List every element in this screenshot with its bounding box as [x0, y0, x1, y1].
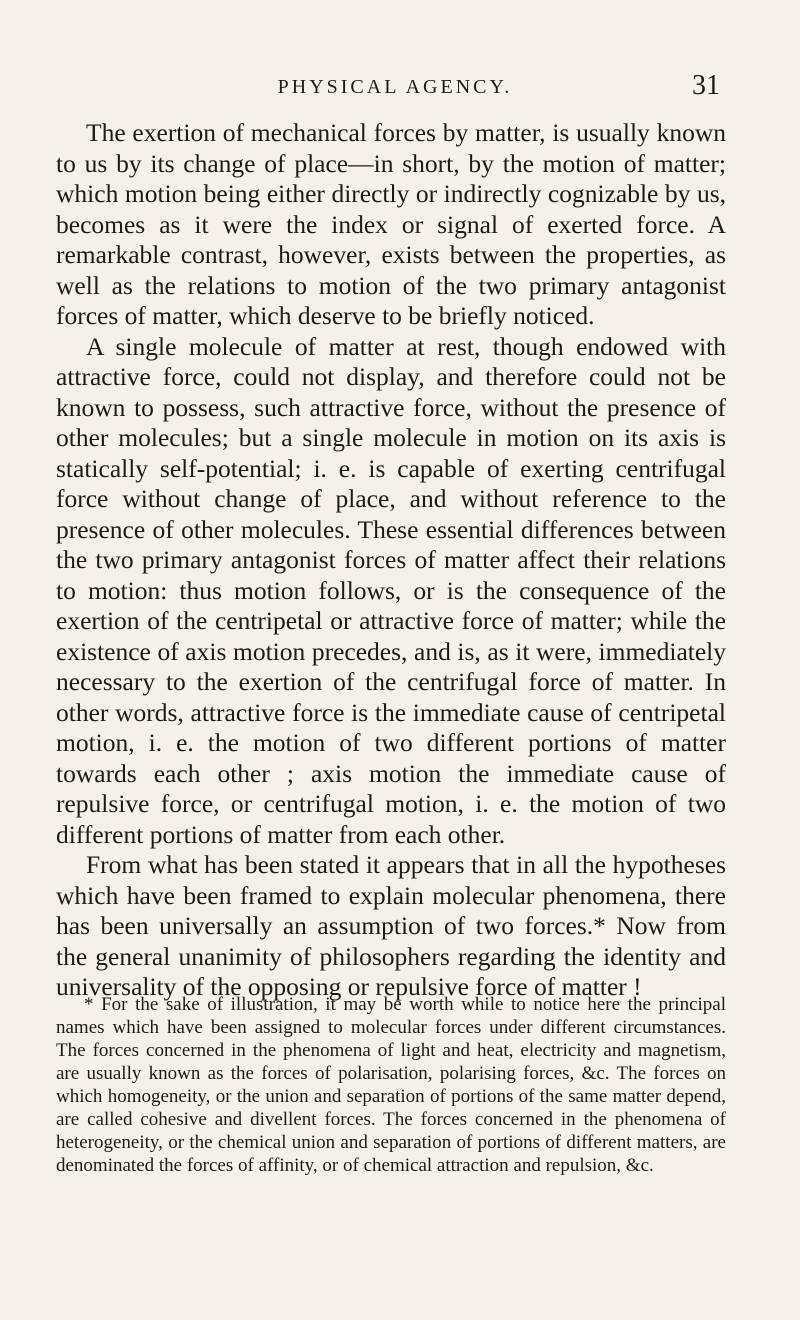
footnote-text: * For the sake of illustration, it may be worth while to notice here the principal names which have been assigned to molecular forces under different circumstances. The forces concerned in the phenomena of light and heat, electricity and magnetism, are usually known as the forces of polarisation, polarising forces, &c. The forces on which homogeneity, or the union and separation of portions of the same matter depend, are called cohesive and divellent forces. The forces concerned in the phenomena of heterogeneity, or the chemical union and separation of portions of different matters, are denominated the forces of affinity, or of chemical attraction and repulsion, &c.: [56, 994, 726, 1176]
paragraph: From what has been stated it appears that in all the hypotheses which have been framed to explain molecular phenomena, there has been universally an assumption of two forces.* Now from the general unanimity of philosophers regarding the identity and universality of the opposing or repulsive force of matter !: [56, 850, 726, 1001]
body-text: [56, 118, 726, 1003]
running-head: [70, 70, 720, 106]
running-title: PHYSICAL AGENCY.: [277, 76, 513, 98]
paragraph: The exertion of mechanical forces by matter, is usually known to us by its change of place—in short, by the motion of matter; which motion being either directly or indirectly cognizable by us, becomes as it were the index or signal of exerted force. A remarkable contrast, however, exists between the properties, as well as the relations to motion of the two primary antagonist forces of matter, which deserve to be briefly noticed.: [56, 118, 726, 330]
page-number: 31: [692, 70, 720, 101]
paragraph: A single molecule of matter at rest, though endowed with attractive force, could not display, and therefore could not be known to possess, such attractive force, without the presence of other molecules; but a single molecule in motion on its axis is statically self-potential; i. e. is capable of exerting centrifugal force without change of place, and without reference to the presence of other molecules. These essential differences between the two primary antagonist forces of matter affect their relations to motion: thus motion follows, or is the consequence of the exertion of the centripetal or attractive force of matter; while the existence of axis motion precedes, and is, as it were, immediately necessary to the exertion of the centrifugal force of matter. In other words, attractive force is the immediate cause of centripetal motion, i. e. the motion of two different portions of matter towards each other ; axis motion the immediate cause of repulsive force, or centrifugal motion, i. e. the motion of two different portions of matter from each other.: [56, 331, 726, 849]
footnote: [56, 993, 726, 1177]
